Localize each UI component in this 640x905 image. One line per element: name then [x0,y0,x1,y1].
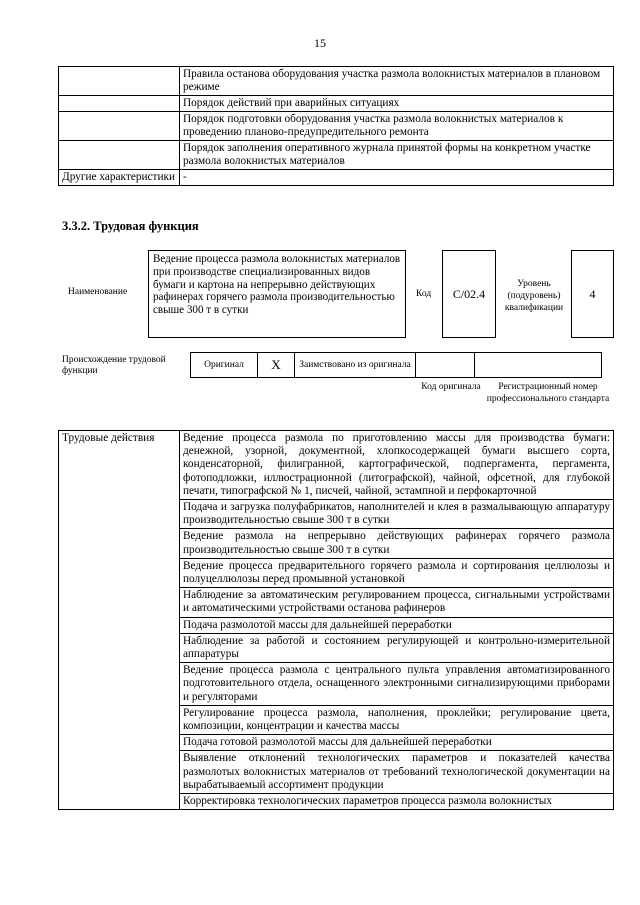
code-box [442,250,496,338]
function-name-box: Ведение процесса размола волокнистых материалов при производстве специализированных видов бумаги и картона на непрерывно действующих рафинерах горячего размола производительностью свыше 300 т в сутки [148,250,406,338]
table-row [59,67,614,96]
reg-number-cell [475,353,602,378]
labor-action-item: Ведение размола на непрерывно действующих рафинерах горячего размола производительностью свыше 300 т в сутки [180,529,614,558]
labor-action-item: Подача готовой размолотой массы для дальнейшей переработки [180,735,614,751]
table-label-cell [59,112,180,141]
code-original-cell [416,353,475,378]
origin-label: Происхождение трудовой функции [62,355,166,376]
table-text-cell: Порядок заполнения оперативного журнала принятой формы на конкретном участке размола волокнистых материалов [180,141,614,170]
table-label-cell [59,141,180,170]
code-original-label: Код оригинала [421,382,481,392]
table-row [191,353,602,378]
labor-action-item: Корректировка технологических параметров процесса размола волокнистых [180,794,614,810]
table-row [59,431,614,500]
reg-number-label: Регистрационный номер профессионального стандарта [486,382,610,404]
table-text-cell: Порядок действий при аварийных ситуациях [180,96,614,112]
other-characteristics-value: - [180,170,614,186]
borrowed-label: Заимствовано из оригинала [295,353,416,378]
labor-action-item: Подача размолотой массы для дальнейшей переработки [180,617,614,633]
level-label: Уровень (подуровень) квалификации [504,279,564,313]
page-number: 15 [314,36,326,50]
table-row [59,96,614,112]
labor-action-item: Наблюдение за работой и состоянием регулирующей и контрольно-измерительной аппаратуры [180,633,614,662]
labor-action-item: Подача и загрузка полуфабрикатов, наполнителей и клея в размалывающую аппаратуру производительностью свыше 300 т в сутки [180,500,614,529]
table-row [59,170,614,186]
original-mark: X [258,353,295,378]
labor-action-item: Ведение процесса размола с центрального пульта управления автоматизированного подготовительного отдела, оснащенного электронными сигнализирующими приборами и регуляторами [180,663,614,706]
labor-action-item: Выявление отклонений технологических параметров и показателей качества размолотых волокнистых материалов от требований технологической документации на вырабатываемый ассортимент продукции [180,751,614,794]
table-row [59,112,614,141]
labor-actions-table [58,430,614,810]
section-heading: 3.3.2. Трудовая функция [62,219,199,233]
level-value: 4 [589,286,596,301]
name-label: Наименование [68,287,128,297]
table-label-cell [59,67,180,96]
labor-action-item: Ведение процесса размола по приготовлению массы для производства бумаги: денежной, узорной, документной, хлопкосодержащей бумаги высшего сорта, конденсаторной, филигранной, картографической, подпергамента, пергамента, фотоподложки, иллюстрационной (литографской), чайной, офсетной, для глубокой печати, типографской № 1, писчей, чайной, эстампной и перфокарточной [180,431,614,500]
original-label: Оригинал [191,353,258,378]
labor-action-item: Ведение процесса предварительного горячего размола и сортирования целлюлозы и полуцеллюлозы перед промывной установкой [180,558,614,587]
table-text-cell: Правила останова оборудования участка размола волокнистых материалов в плановом режиме [180,67,614,96]
code-label: Код [416,289,432,299]
labor-actions-label: Трудовые действия [59,431,180,810]
labor-action-item: Наблюдение за автоматическим регулированием процесса, сигнальными устройствами и автоматическими устройствами останова рафинеров [180,588,614,617]
table-text-cell: Порядок подготовки оборудования участка размола волокнистых материалов к проведению планово-предупредительного ремонта [180,112,614,141]
knowledge-table [58,66,614,186]
table-row [59,141,614,170]
level-box [571,250,614,338]
other-characteristics-label: Другие характеристики [59,170,180,186]
table-label-cell [59,96,180,112]
code-value: С/02.4 [452,286,486,301]
labor-action-item: Регулирование процесса размола, наполнения, проклейки; регулирование цвета, композиции, концентрации и качества массы [180,705,614,734]
origin-table [190,352,602,378]
